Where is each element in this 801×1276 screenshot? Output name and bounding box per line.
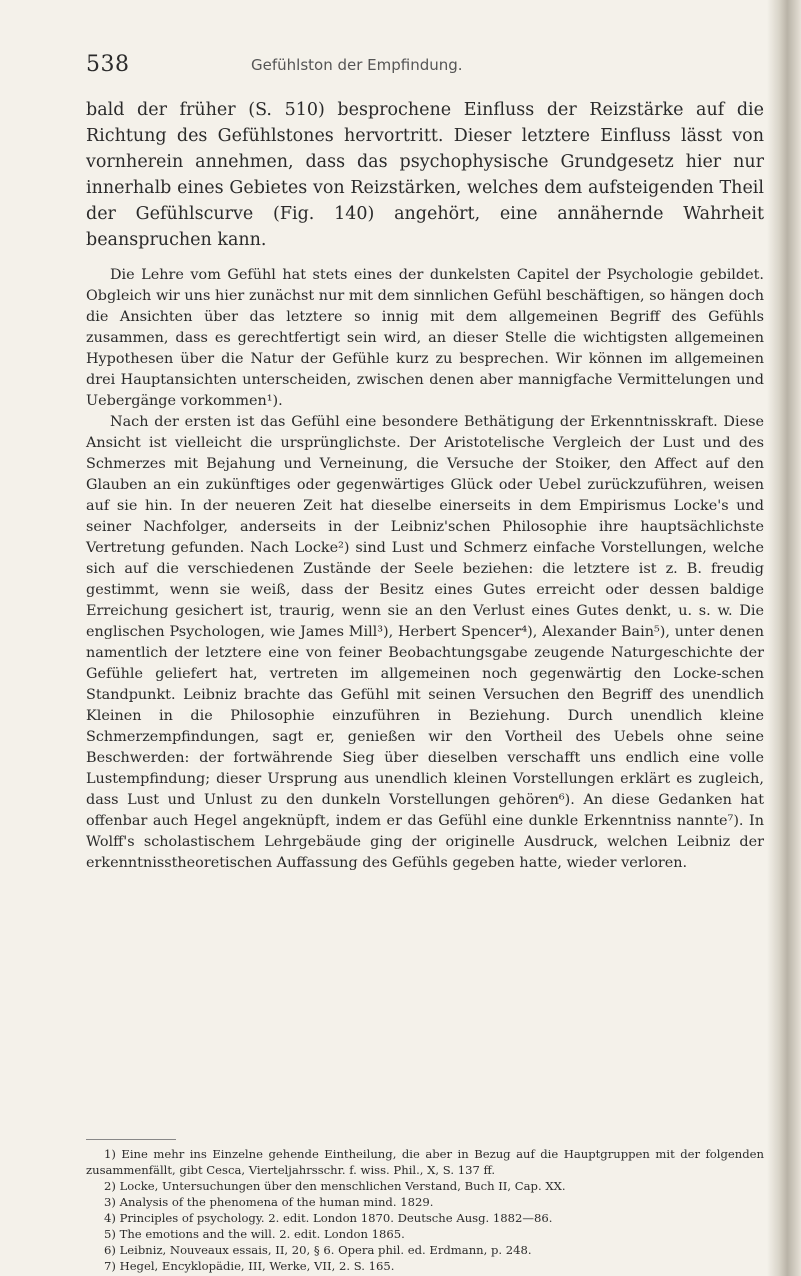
body-text — [86, 97, 764, 874]
paragraph-gap — [86, 253, 764, 265]
footnote-5: 5) The emotions and the will. 2. edit. London 1865. — [104, 1227, 405, 1241]
footnote-3: 3) Analysis of the phenomena of the human mind. 1829. — [104, 1195, 434, 1209]
footnote-4: 4) Principles of psychology. 2. edit. London 1870. Deutsche Ausg. 1882—86. — [104, 1211, 553, 1225]
paragraph-intro: bald der früher (S. 510) besprochene Einfluss der Reizstärke auf die Richtung des Gefühlstones hervortritt. Dieser letztere Einfluss lässt von vornherein annehmen, dass das psychophysische Grundgesetz hier nur innerhalb eines Gebietes von Reizstärken, welches dem aufsteigenden Theil der Gefühlscurve (Fig. 140) angehört, eine annähernde Wahrheit beanspruchen kann. — [86, 100, 764, 250]
footnote-6: 6) Leibniz, Nouveaux essais, II, 20, § 6. Opera phil. ed. Erdmann, p. 248. — [104, 1243, 532, 1257]
footnotes — [86, 1146, 764, 1274]
paragraph-gefuehl-lehre: Die Lehre vom Gefühl hat stets eines der dunkelsten Capitel der Psychologie gebildet. Obgleich wir uns hier zunächst nur mit dem sinnlichen Gefühl beschäftigen, so hängen doch die Ansichten über das letztere so innig mit dem allgemeinen Begriff des Gefühls zusammen, dass es gerechtfertigt sein wird, an dieser Stelle die wichtigsten allgemeinen Hypothesen über die Natur der Gefühle kurz zu besprechen. Wir können im allgemeinen drei Hauptansichten unterscheiden, zwischen denen aber mannigfache Vermittelungen und Uebergänge vorkommen¹). — [86, 267, 764, 409]
page-edge-shadow — [767, 0, 801, 1276]
paragraph-erste-ansicht: Nach der ersten ist das Gefühl eine besondere Bethätigung der Erkenntnisskraft. Diese Ansicht ist vielleicht die ursprünglichste. Der Aristotelische Vergleich der Lust und des Schmerzes mit Bejahung und Verneinung, die Versuche der Stoiker, den Affect auf den Glauben an ein zukünftiges oder gegenwärtiges Glück oder Uebel zurückzuführen, weisen auf sie hin. In der neueren Zeit hat dieselbe einerseits in dem Empirismus Locke's und seiner Nachfolger, anderseits in der Leibniz'schen Philosophie ihre hauptsächlichste Vertretung gefunden. Nach Locke²) sind Lust und Schmerz einfache Vorstellungen, welche sich auf die verschiedenen Zustände der Seele beziehen: die letztere ist z. B. freudig gestimmt, wenn sie weiß, dass der Besitz eines Gutes erreicht oder dessen baldige Erreichung gesichert ist, traurig, wenn sie an den Verlust eines Gutes denkt, u. s. w. Die englischen Psychologen, wie James Mill³), Herbert Spencer⁴), Alexander Bain⁵), unter denen namentlich der letztere eine von feiner Beobachtungsgabe zeugende Naturgeschichte der Gefühle geliefert hat, vertreten im allgemeinen noch gegenwärtig den Locke-schen Standpunkt. Leibniz brachte das Gefühl mit seinen Versuchen den Begriff des unendlich Kleinen in die Philosophie einzuführen in Beziehung. Durch unendlich kleine Schmerzempfindungen, sagt er, genießen wir den Vortheil des Uebels ohne seine Beschwerden: der fortwährende Sieg über dieselben verschafft uns endlich eine volle Lustempfindung; dieser Ursprung aus unendlich kleinen Vorstellungen erklärt es zugleich, dass Lust und Unlust zu den dunkeln Vorstellungen gehören⁶). An diese Gedanken hat offenbar auch Hegel angeknüpft, indem er das Gefühl eine dunkle Erkenntniss nannte⁷). In Wolff's scholastischem Lehrgebäude ging der originelle Ausdruck, welchen Leibniz der erkenntnisstheoretischen Auffassung des Gefühls gegeben hatte, wieder verloren. — [86, 414, 764, 871]
footnote-7: 7) Hegel, Encyklopädie, III, Werke, VII, 2. S. 165. — [104, 1259, 395, 1273]
page-header — [86, 48, 726, 82]
running-title: Gefühlston der Empfindung. — [251, 56, 463, 74]
footnote-1: 1) Eine mehr ins Einzelne gehende Eintheilung, die aber in Bezug auf die Hauptgruppen mit der folgenden zusammenfällt, gibt Cesca, Vierteljahrsschr. f. wiss. Phil., X, S. 137 ff. — [86, 1147, 764, 1177]
footnote-2: 2) Locke, Untersuchungen über den menschlichen Verstand, Buch II, Cap. XX. — [104, 1179, 566, 1193]
page-number: 538 — [86, 52, 130, 77]
footnote-rule — [86, 1139, 176, 1140]
